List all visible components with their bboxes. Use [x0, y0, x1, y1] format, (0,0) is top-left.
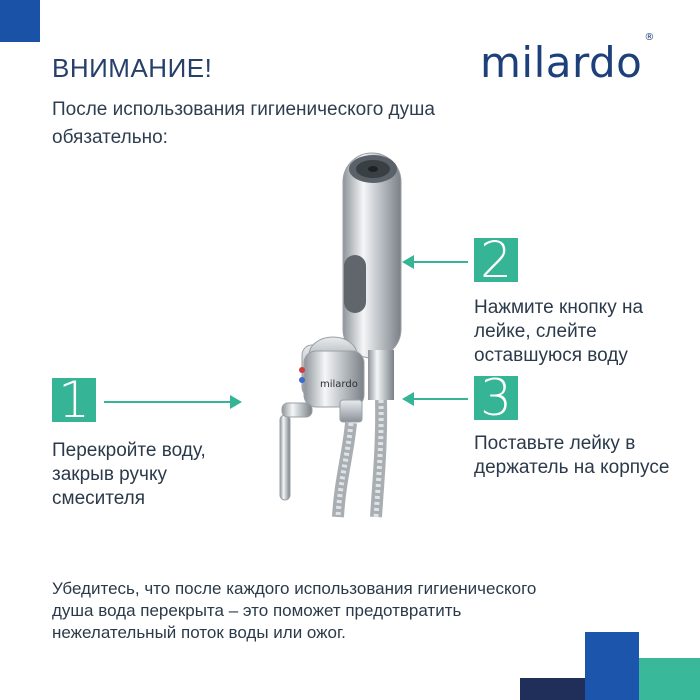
step-3-text: Поставьте лейку в держатель на корпусе: [474, 433, 670, 478]
hygienic-shower-illustration: [240, 145, 420, 525]
step-1-arrow: [104, 401, 240, 403]
page-subtitle: После использования гигиенического душа обязательно:: [52, 99, 435, 148]
corner-decoration-bottom-right-navy: [520, 678, 585, 700]
step-1-text: Перекройте воду, закрыв ручку смесителя: [52, 440, 206, 509]
step-3-number: 3: [474, 376, 518, 420]
step-2-text: Нажмите кнопку на лейке, слейте оставшуюся воду: [474, 297, 644, 366]
step-2-arrow: [404, 261, 468, 263]
corner-decoration-bottom-right-green: [639, 658, 700, 700]
product-brand-label: milardo: [320, 379, 358, 390]
logo-text: milardo: [480, 38, 643, 87]
footer-note: Убедитесь, что после каждого использования гигиенического душа вода перекрыта – это поможет предотвратить нежелательный поток воды или ожог.: [52, 579, 537, 642]
brand-logo: [480, 32, 655, 87]
step-2-number: 2: [474, 238, 518, 282]
step-1-number: 1: [52, 378, 96, 422]
trigger-button-shape: [344, 255, 366, 313]
corner-decoration-bottom-right-blue: [585, 632, 639, 700]
corner-decoration-top-left: [0, 0, 40, 42]
registered-mark: ®: [644, 32, 655, 43]
step-3-arrow: [404, 398, 468, 400]
page-title: ВНИМАНИЕ!: [52, 53, 213, 83]
